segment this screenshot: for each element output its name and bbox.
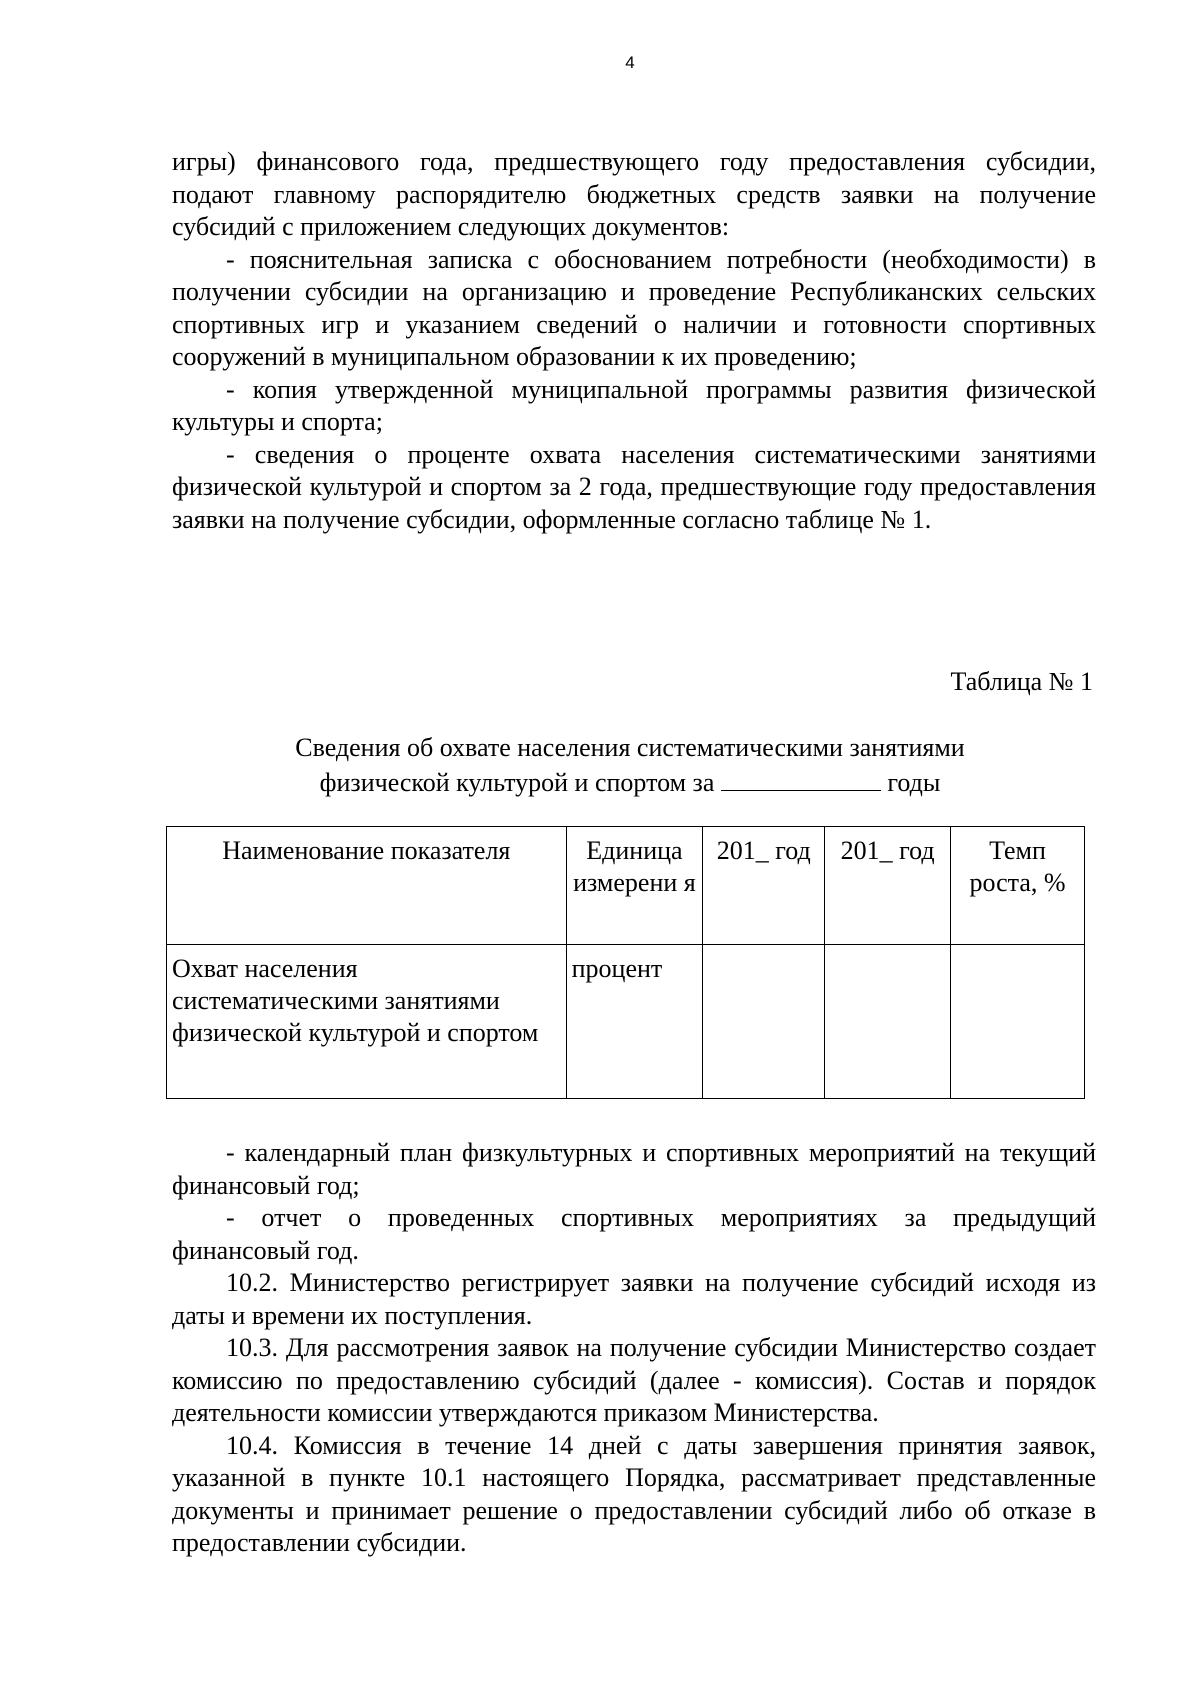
stats-table [166, 826, 1085, 1099]
table-title-line2 [160, 764, 1100, 799]
table-title-line2-end: годы [887, 768, 941, 797]
paragraph: 10.2. Министерство регистрирует заявки на получение субсидий исходя из даты и времени их поступления. [172, 1268, 1096, 1330]
header-growth: Темп роста, % [950, 827, 1084, 945]
paragraph: 10.3. Для рассмотрения заявок на получение субсидии Министерство создает комиссию по предоставлению субсидий (далее - комиссия). Состав и порядок деятельности комиссии утверждаются приказом Министерства. [172, 1333, 1096, 1427]
blank-line [721, 764, 881, 791]
text-block-top [172, 146, 1096, 536]
header-year-2: 201_ год [825, 827, 951, 945]
text-block-bottom [172, 1137, 1096, 1560]
table-title-line2-start: физической культурой и спортом за [319, 768, 715, 797]
cell-growth [950, 945, 1084, 1099]
header-indicator: Наименование показателя [167, 827, 567, 945]
list-item: - отчет о проведенных спортивных мероприятиях за предыдущий финансовый год. [172, 1203, 1096, 1265]
paragraph: 10.4. Комиссия в течение 14 дней с даты завершения принятия заявок, указанной в пункте 10.1 настоящего Порядка, рассматривает представленные документы и принимает решение о предоставлении субсидий либо об отказе в предоставлении субсидии. [172, 1430, 1096, 1557]
table-title [160, 732, 1100, 799]
list-item: - пояснительная записка с обоснованием потребности (необходимости) в получении субсидии на организацию и проведение Республиканских сельских спортивных игр и указанием сведений о наличии и готовности спортивных сооружений в муниципальном образовании к их проведению; [172, 244, 1096, 371]
table-header-row [167, 827, 1085, 945]
list-item: - копия утвержденной муниципальной программы развития физической культуры и спорта; [172, 374, 1096, 436]
page-number: 4 [625, 53, 635, 72]
table-caption: Таблица № 1 [950, 667, 1093, 696]
cell-indicator: Охват населения систематическими занятиями физической культурой и спортом [167, 945, 567, 1099]
cell-year-1 [703, 945, 825, 1099]
table-row [167, 945, 1085, 1099]
header-year-1: 201_ год [703, 827, 825, 945]
list-item: - сведения о проценте охвата населения систематическими занятиями физической культурой и спортом за 2 года, предшествующие году предоставления заявки на получение субсидии, оформленные согласно таблице № 1. [172, 439, 1096, 534]
cell-unit: процент [566, 945, 703, 1099]
paragraph: игры) финансового года, предшествующего году предоставления субсидии, подают главному распорядителю бюджетных средств заявки на получение субсидий с приложением следующих документов: [172, 147, 1096, 241]
header-unit: Единица измерени я [566, 827, 703, 945]
cell-year-2 [825, 945, 951, 1099]
list-item: - календарный план физкультурных и спортивных мероприятий на текущий финансовый год; [172, 1138, 1096, 1200]
table-title-line1: Сведения об охвате населения систематическими занятиями [295, 733, 965, 762]
